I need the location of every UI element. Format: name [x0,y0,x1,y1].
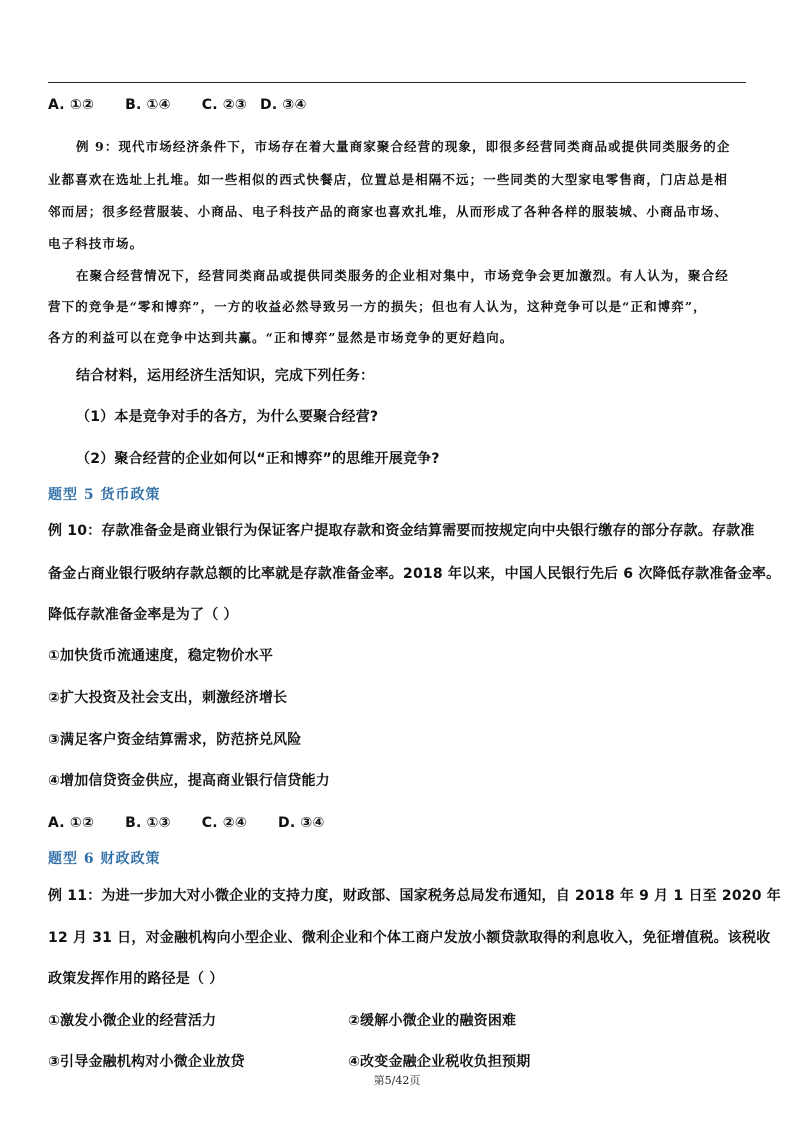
header-rule [48,82,746,83]
example11-item-4: ④改变金融企业税收负担预期 [348,1054,531,1070]
example9-question-1: （1）本是竞争对手的各方，为什么要聚合经营? [76,409,379,425]
option-c: C. ②③ [201,97,247,113]
option-a: A. ①② [48,815,94,831]
example9-p1-line2: 业都喜欢在选址上扎堆。如一些相似的西式快餐店，位置总是相隔不远；一些同类的大型家电零售商，门店总是相 [48,172,729,187]
example10-line2: 备金占商业银行吸纳存款总额的比率就是存款准备金率。2018 年以来，中国人民银行先后 6 次降低存款准备金率。 [48,566,781,582]
example10-item-1: ①加快货币流通速度，稳定物价水平 [48,648,274,664]
example11-item-2: ②缓解小微企业的融资困难 [348,1013,517,1029]
example10-line3: 降低存款准备金率是为了（ ） [48,607,238,623]
option-a: A. ①② [48,97,94,113]
page-number: 第5/42页 [373,1074,421,1087]
example11-item-1: ①激发小微企业的经营活力 [48,1013,217,1029]
option-b: B. ①④ [125,97,171,113]
example9-p2-line1: 在聚合经营情况下，经营同类商品或提供同类服务的企业相对集中，市场竞争会更加激烈。有人认为，聚合经 [76,268,729,283]
example9-task: 结合材料，运用经济生活知识，完成下列任务： [76,368,375,384]
option-d: D. ③④ [278,815,325,831]
type5-heading: 题型 5 货币政策 [48,487,161,503]
example11-items-row2 [48,1052,746,1072]
example9-p1-line4: 电子科技市场。 [48,236,144,251]
example9-p2-line2: 营下的竞争是“零和博弈”，一方的收益必然导致另一方的损失；但也有人认为，这种竞争可以是“正和博弈”， [48,299,707,314]
example11-line2: 12 月 31 日，对金融机构向小型企业、微利企业和个体工商户发放小额贷款取得的利息收入，免征增值税。该税收 [48,930,771,946]
example9-p2-line3: 各方的利益可以在竞争中达到共赢。“正和博弈”显然是市场竞争的更好趋向。 [48,330,514,345]
example9-p1-line1: 例 9：现代市场经济条件下，市场存在着大量商家聚合经营的现象，即很多经营同类商品或提供同类服务的企 [76,139,731,154]
example11-line1: 例 11：为进一步加大对小微企业的支持力度，财政部、国家税务总局发布通知，自 2018 年 9 月 1 日至 2020 年 [48,888,781,904]
example11-items-row1 [48,1011,746,1031]
example11-line3: 政策发挥作用的路径是（ ） [48,971,224,987]
option-c: C. ②④ [201,815,247,831]
top-options-row [48,95,333,115]
example10-item-3: ③满足客户资金结算需求，防范挤兑风险 [48,732,302,748]
option-d: D. ③④ [260,97,307,113]
example10-line1: 例 10：存款准备金是商业银行为保证客户提取存款和资金结算需要而按规定向中央银行缴存的部分存款。存款准 [48,523,755,539]
example9-question-2: （2）聚合经营的企业如何以“正和博弈”的思维开展竞争? [76,451,440,467]
example9-p1-line3: 邻而居；很多经营服装、小商品、电子科技产品的商家也喜欢扎堆，从而形成了各种各样的服装城、小商品市场、 [48,204,729,219]
option-b: B. ①③ [125,815,171,831]
type6-heading: 题型 6 财政政策 [48,851,161,867]
example10-item-2: ②扩大投资及社会支出，刺激经济增长 [48,690,288,706]
example11-item-3: ③引导金融机构对小微企业放贷 [48,1054,245,1070]
example10-options-row [48,813,351,833]
example10-item-4: ④增加信贷资金供应，提高商业银行信贷能力 [48,773,330,789]
